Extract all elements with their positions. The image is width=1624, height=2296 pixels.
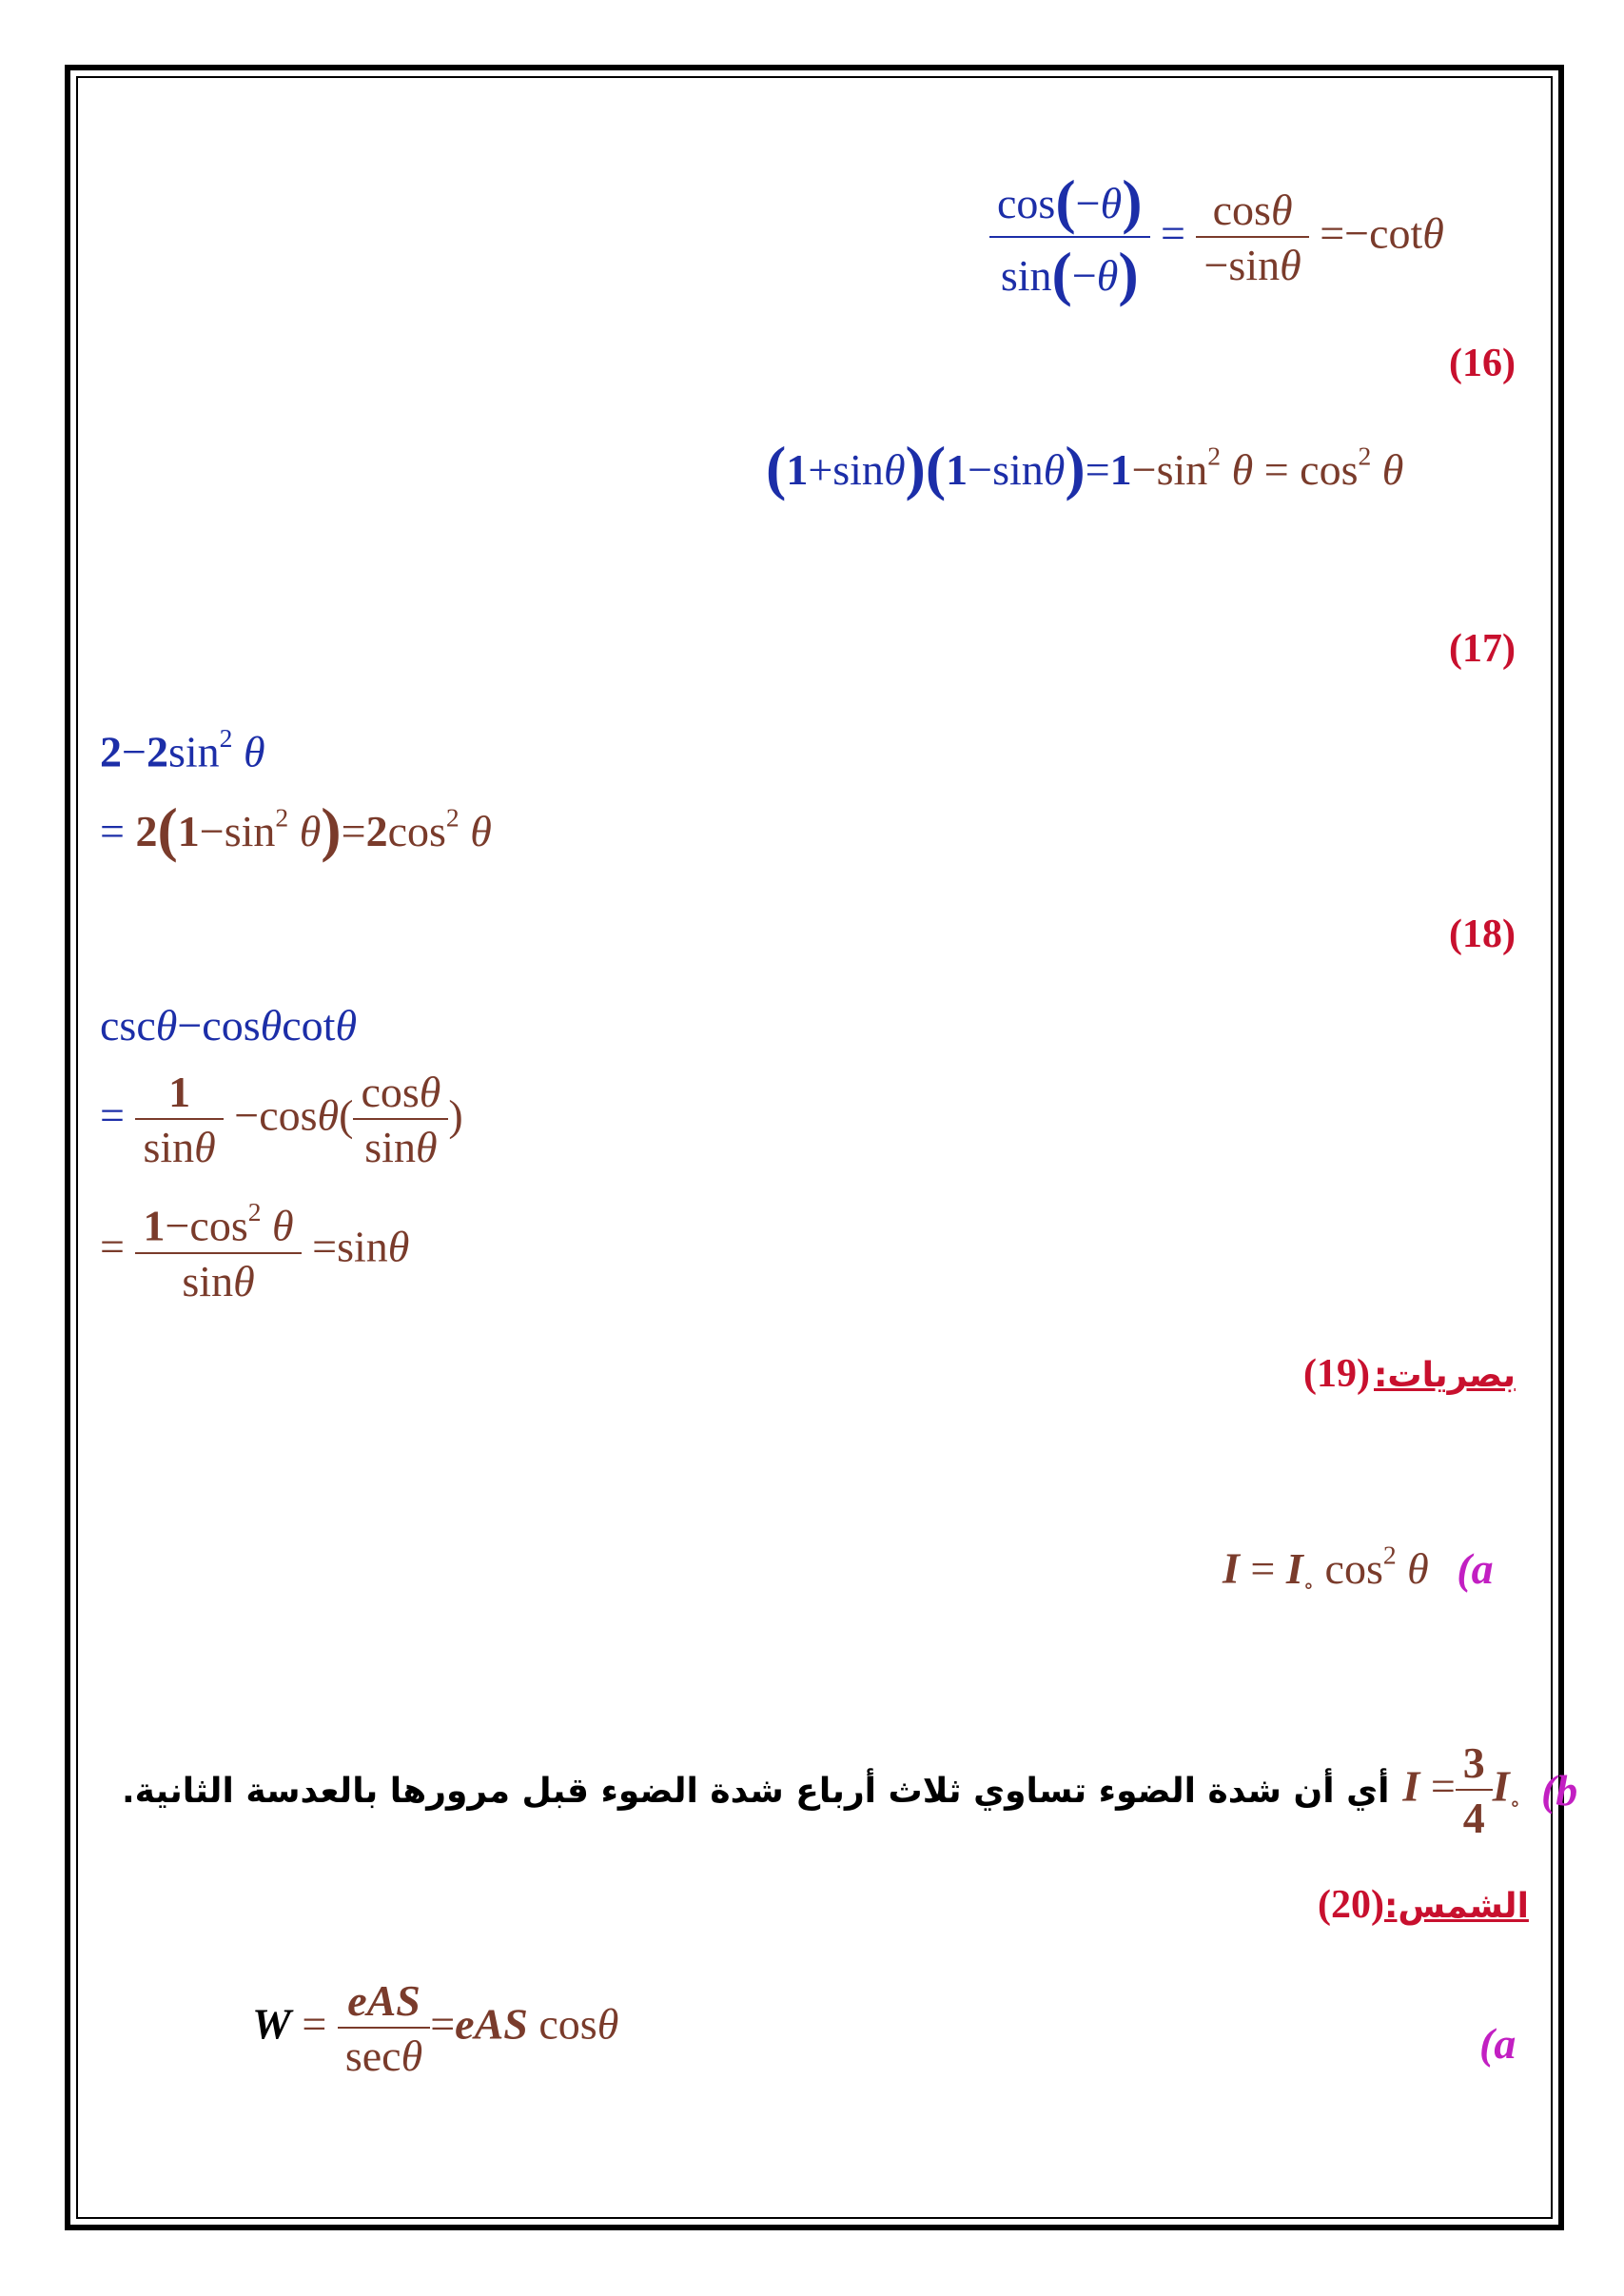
item-20-title: الشمس: — [1384, 1887, 1529, 1926]
part-a2-label: (a — [1479, 2019, 1516, 2068]
equation-20a: W = $\frac{\text{eAS}}{\sec\theta}$ =eAS cosθ — [252, 1976, 619, 2080]
equation-19a: $I = I_\circ$ $\cos^2 \theta$ (a — [1223, 1540, 1494, 1598]
item-number-19: (19) — [1303, 1352, 1370, 1396]
item-19-heading — [1303, 1351, 1516, 1397]
equation-18-line1: cscθ−cosθcotθ — [100, 1001, 358, 1050]
equation-17-line2: = $2(1-\sin^2$ $\theta)=2\cos^2$ θ — [100, 795, 492, 863]
item-number-20: (20) — [1318, 1883, 1384, 1927]
item-19-title: بصريات: — [1374, 1356, 1516, 1395]
item-number-16: (16) — [1449, 342, 1516, 385]
equation-16: $(1+\sin\theta)(1-\sin\theta)=1-\sin^2$ $\theta = \cos^2 \theta$ — [766, 434, 1404, 501]
equation-19b: I = $\frac{3}{4}$ $I_\circ$ — [1402, 1738, 1520, 1842]
item-20-heading — [1318, 1882, 1529, 1928]
part-b-label: (b — [1540, 1766, 1578, 1815]
item-number-17: (17) — [1449, 627, 1516, 671]
equation-17-line1: $2-2\sin^2$ θ — [100, 723, 265, 776]
equation-18-line3: = $\frac{1-\cos^2 \theta}{\sin\theta}$ =sinθ — [100, 1197, 410, 1305]
item-number-18: (18) — [1449, 913, 1516, 956]
part-a-label: (a — [1457, 1543, 1494, 1593]
equation-18-line2: = $\frac{1}{\sin\theta}$ −cosθ( $\frac{\cos\theta}{\sin\theta}$ ) — [100, 1068, 463, 1171]
item-19b-row — [122, 1738, 1578, 1842]
equation-cot-identity: $\frac{\cos(-\theta)}{\sin(-\theta)}$ = $\frac{\cos\theta}{-\sin\theta}$ =−cotθ — [989, 171, 1444, 304]
arabic-explanation: أي أن شدة الضوء تساوي ثلاث أرباع شدة الضوء قبل مرورها بالعدسة الثانية. — [122, 1771, 1390, 1811]
